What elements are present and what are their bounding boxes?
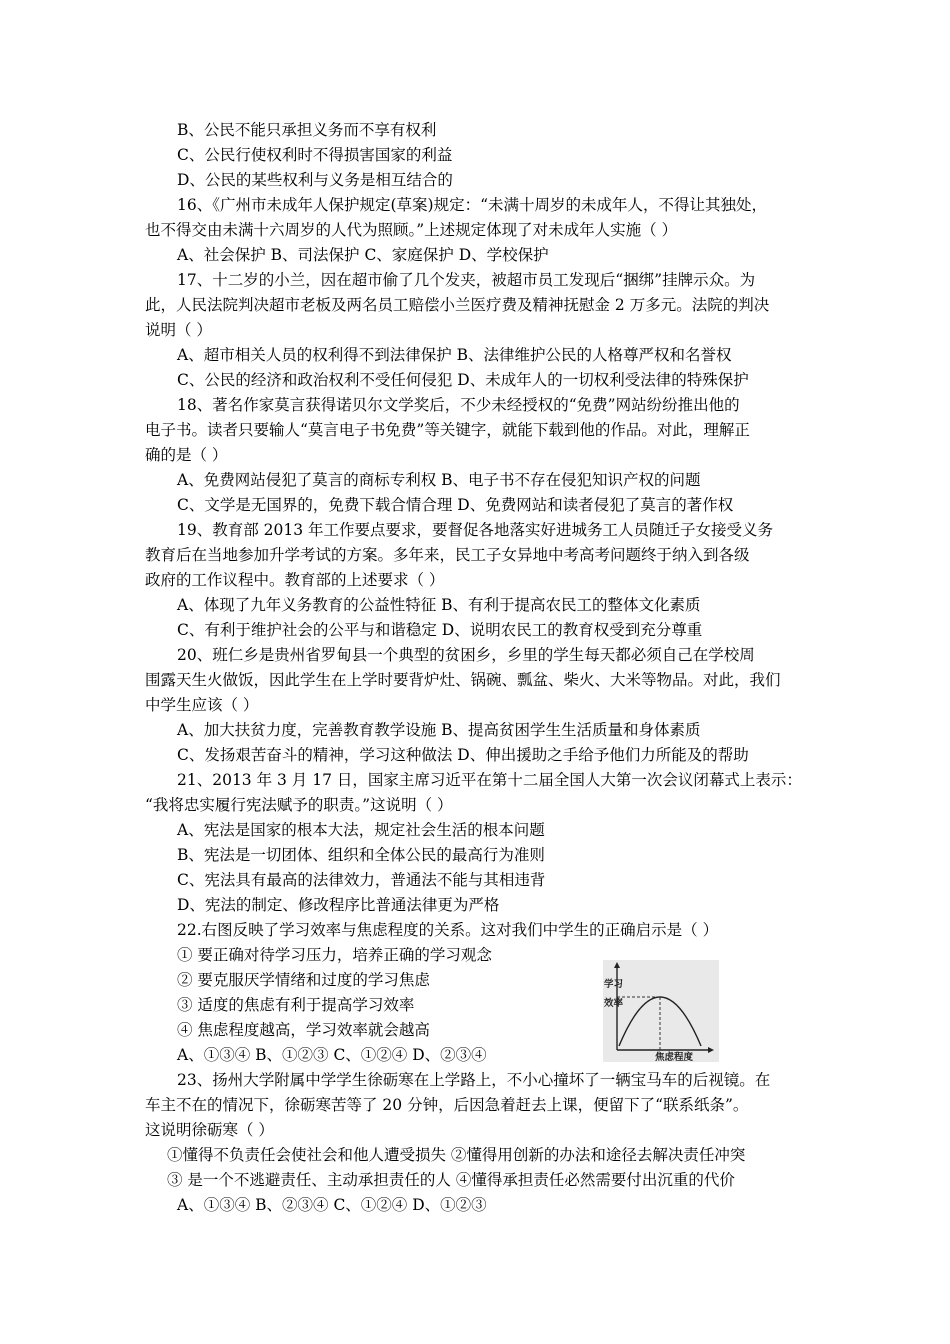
efficiency-anxiety-graph — [603, 960, 719, 1062]
question-17-text: 17、十二岁的小兰，因在超市偷了几个发夹，被超市员工发现后“捆绑”挂牌示众。为 — [177, 271, 756, 289]
question-20-text: 围露天生火做饭，因此学生在上学时要背炉灶、锅碗、瓢盆、柴火、大米等物品。对此，我们 — [145, 671, 781, 689]
question-20-text: 20、班仁乡是贵州省罗甸县一个典型的贫困乡，乡里的学生每天都必须自己在学校周 — [177, 646, 755, 664]
question-23-text: 23、扬州大学附属中学学生徐砺寒在上学路上，不小心撞坏了一辆宝马车的后视镜。在 — [177, 1071, 771, 1089]
question-22-statement: ① 要正确对待学习压力，培养正确的学习观念 — [177, 946, 492, 964]
question-19-text: 教育后在当地参加升学考试的方案。多年来，民工子女异地中考高考问题终于纳入到各级 — [145, 546, 750, 564]
question-22-text: 22.右图反映了学习效率与焦虑程度的关系。这对我们中学生的正确启示是（ ） — [177, 921, 719, 939]
question-22-statement: ④ 焦虑程度越高，学习效率就会越高 — [177, 1021, 430, 1039]
question-22-statement: ③ 适度的焦虑有利于提高学习效率 — [177, 996, 415, 1014]
y-axis-label-2: 效率 — [604, 998, 624, 1009]
question-18-text: 18、著名作家莫言获得诺贝尔文学奖后，不少未经授权的“免费”网站纷纷推出他的 — [177, 396, 740, 414]
question-17-text: 说明（ ） — [145, 321, 212, 339]
question-18-options: A、免费网站侵犯了莫言的商标专利权 B、电子书不存在侵犯知识产权的问题 — [177, 471, 701, 489]
y-axis-arrow — [614, 962, 620, 968]
question-20-options: A、加大扶贫力度，完善教育教学设施 B、提高贫困学生生活质量和身体素质 — [177, 721, 701, 739]
question-23-options: A、①③④ B、②③④ C、①②④ D、①②③ — [177, 1196, 487, 1214]
question-19-options: C、有利于维护社会的公平与和谐稳定 D、说明农民工的教育权受到充分尊重 — [177, 621, 703, 639]
question-19-options: A、体现了九年义务教育的公益性特征 B、有利于提高农民工的整体文化素质 — [177, 596, 701, 614]
question-21-text: 21、2013 年 3 月 17 日，国家主席习近平在第十二届全国人大第一次会议闭幕式上表示： — [177, 771, 802, 789]
option-line: D、公民的某些权利与义务是相互结合的 — [177, 171, 453, 189]
question-20-text: 中学生应该（ ） — [145, 696, 259, 714]
question-23-text: 车主不在的情况下，徐砺寒苦等了 20 分钟，后因急着赶去上课，便留下了“联系纸条”。 — [145, 1096, 749, 1114]
option-line: B、公民不能只承担义务而不享有权利 — [177, 121, 437, 139]
question-19-text: 政府的工作议程中。教育部的上述要求（ ） — [145, 571, 445, 589]
question-21-option: A、宪法是国家的根本大法，规定社会生活的根本问题 — [177, 821, 545, 839]
x-axis-label: 焦虑程度 — [655, 1052, 694, 1062]
question-16-text: 也不得交由未满十六周岁的人代为照顾。”上述规定体现了对未成年人实施（ ） — [145, 221, 678, 239]
option-line: C、公民行使权利时不得损害国家的利益 — [177, 146, 453, 164]
question-22-statement: ② 要克服厌学情绪和过度的学习焦虑 — [177, 971, 430, 989]
question-22-options: A、①③④ B、①②③ C、①②④ D、②③④ — [177, 1046, 487, 1064]
x-axis-arrow — [708, 1047, 714, 1053]
question-21-option: D、宪法的制定、修改程序比普通法律更为严格 — [177, 896, 500, 914]
question-23-statement: ①懂得不负责任会使社会和他人遭受损失 ②懂得用创新的办法和途径去解决责任冲突 — [167, 1146, 746, 1164]
question-23-statement: ③ 是一个不逃避责任、主动承担责任的人 ④懂得承担责任必然需要付出沉重的代价 — [167, 1171, 735, 1189]
question-18-options: C、文学是无国界的，免费下载合情合理 D、免费网站和读者侵犯了莫言的著作权 — [177, 496, 734, 514]
question-17-text: 此，人民法院判决超市老板及两名员工赔偿小兰医疗费及精神抚慰金 2 万多元。法院的判决 — [145, 296, 770, 314]
question-19-text: 19、教育部 2013 年工作要点要求，要督促各地落实好进城务工人员随迁子女接受义务 — [177, 521, 774, 539]
question-21-option: C、宪法具有最高的法律效力，普通法不能与其相违背 — [177, 871, 546, 889]
question-18-text: 电子书。读者只要输人“莫言电子书免费”等关键字，就能下载到他的作品。对此，理解正 — [145, 421, 750, 439]
question-17-options: A、超市相关人员的权利得不到法律保护 B、法律维护公民的人格尊严权和名誉权 — [177, 346, 732, 364]
question-16-options: A、社会保护 B、司法保护 C、家庭保护 D、学校保护 — [177, 246, 549, 264]
question-20-options: C、发扬艰苦奋斗的精神，学习这种做法 D、伸出援助之手给予他们力所能及的帮助 — [177, 746, 749, 764]
question-21-text: “我将忠实履行宪法赋予的职责。”这说明（ ） — [145, 796, 453, 814]
question-17-options: C、公民的经济和政治权利不受任何侵犯 D、未成年人的一切权利受法律的特殊保护 — [177, 371, 749, 389]
question-16-text: 16、《广州市未成年人保护规定(草案)规定：“未满十周岁的未成年人，不得让其独处， — [177, 196, 767, 214]
question-21-option: B、宪法是一切团体、组织和全体公民的最高行为准则 — [177, 846, 545, 864]
graph-svg — [603, 960, 719, 1062]
question-18-text: 确的是（ ） — [145, 446, 228, 464]
question-23-text: 这说明徐砺寒（ ） — [145, 1121, 274, 1139]
y-axis-label-1: 学习 — [604, 979, 624, 990]
